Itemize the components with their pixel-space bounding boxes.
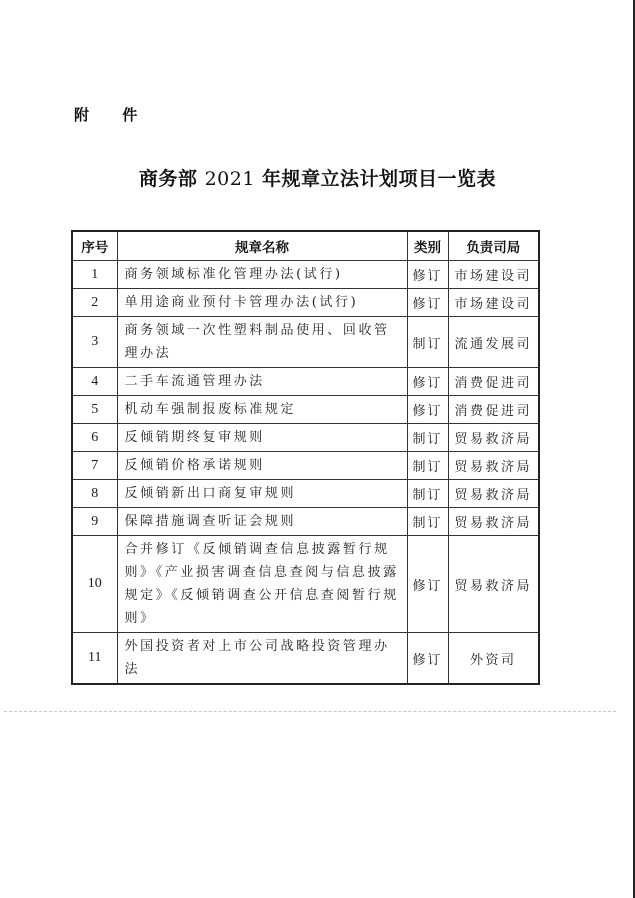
table-row bbox=[72, 289, 539, 317]
row-number: 4 bbox=[72, 368, 117, 396]
title-year: 2021 bbox=[204, 168, 255, 190]
row-dept: 消费促进司 bbox=[448, 368, 539, 396]
row-dept: 市场建设司 bbox=[448, 261, 539, 289]
row-number: 3 bbox=[72, 317, 117, 368]
table-row bbox=[72, 633, 539, 685]
header-number: 序号 bbox=[72, 231, 117, 261]
table-row bbox=[72, 508, 539, 536]
row-type: 修订 bbox=[407, 396, 448, 424]
row-type: 修订 bbox=[407, 368, 448, 396]
attachment-label: 附 件 bbox=[74, 106, 152, 124]
document-title bbox=[0, 164, 635, 191]
row-number: 10 bbox=[72, 536, 117, 633]
row-number: 6 bbox=[72, 424, 117, 452]
row-number: 2 bbox=[72, 289, 117, 317]
header-type: 类别 bbox=[407, 231, 448, 261]
row-dept: 贸易救济局 bbox=[448, 452, 539, 480]
row-number: 7 bbox=[72, 452, 117, 480]
row-type: 修订 bbox=[407, 536, 448, 633]
row-dept: 消费促进司 bbox=[448, 396, 539, 424]
title-suffix: 年规章立法计划项目一览表 bbox=[262, 168, 497, 190]
row-name: 反倾销价格承诺规则 bbox=[117, 452, 407, 480]
row-type: 制订 bbox=[407, 424, 448, 452]
table-row bbox=[72, 480, 539, 508]
row-name: 商务领域一次性塑料制品使用、回收管理办法 bbox=[117, 317, 407, 368]
scan-divider-line bbox=[4, 711, 616, 712]
row-number: 11 bbox=[72, 633, 117, 685]
table-row bbox=[72, 536, 539, 633]
table-row bbox=[72, 452, 539, 480]
row-type: 修订 bbox=[407, 261, 448, 289]
row-name: 保障措施调查听证会规则 bbox=[117, 508, 407, 536]
row-type: 制订 bbox=[407, 452, 448, 480]
row-dept: 贸易救济局 bbox=[448, 480, 539, 508]
table-row bbox=[72, 368, 539, 396]
row-type: 制订 bbox=[407, 508, 448, 536]
row-name: 商务领域标准化管理办法(试行) bbox=[117, 261, 407, 289]
row-name: 外国投资者对上市公司战略投资管理办法 bbox=[117, 633, 407, 685]
table-header-row bbox=[72, 231, 539, 261]
row-type: 修订 bbox=[407, 289, 448, 317]
row-type: 修订 bbox=[407, 633, 448, 685]
row-dept: 流通发展司 bbox=[448, 317, 539, 368]
row-dept: 市场建设司 bbox=[448, 289, 539, 317]
header-dept: 负责司局 bbox=[448, 231, 539, 261]
header-name: 规章名称 bbox=[117, 231, 407, 261]
row-number: 5 bbox=[72, 396, 117, 424]
row-name: 二手车流通管理办法 bbox=[117, 368, 407, 396]
row-name: 机动车强制报废标准规定 bbox=[117, 396, 407, 424]
row-number: 9 bbox=[72, 508, 117, 536]
row-name: 单用途商业预付卡管理办法(试行) bbox=[117, 289, 407, 317]
row-type: 制订 bbox=[407, 480, 448, 508]
row-dept: 贸易救济局 bbox=[448, 424, 539, 452]
row-dept: 外资司 bbox=[448, 633, 539, 685]
row-number: 1 bbox=[72, 261, 117, 289]
row-number: 8 bbox=[72, 480, 117, 508]
table-row bbox=[72, 396, 539, 424]
row-type: 制订 bbox=[407, 317, 448, 368]
row-dept: 贸易救济局 bbox=[448, 536, 539, 633]
legislation-plan-table bbox=[71, 230, 540, 685]
row-name: 反倾销期终复审规则 bbox=[117, 424, 407, 452]
row-name: 反倾销新出口商复审规则 bbox=[117, 480, 407, 508]
title-prefix: 商务部 bbox=[138, 168, 198, 190]
row-dept: 贸易救济局 bbox=[448, 508, 539, 536]
table-row bbox=[72, 261, 539, 289]
table-row bbox=[72, 317, 539, 368]
row-name: 合并修订《反倾销调查信息披露暂行规则》《产业损害调查信息查阅与信息披露规定》《反倾销调查公开信息查阅暂行规则》 bbox=[117, 536, 407, 633]
table-row bbox=[72, 424, 539, 452]
